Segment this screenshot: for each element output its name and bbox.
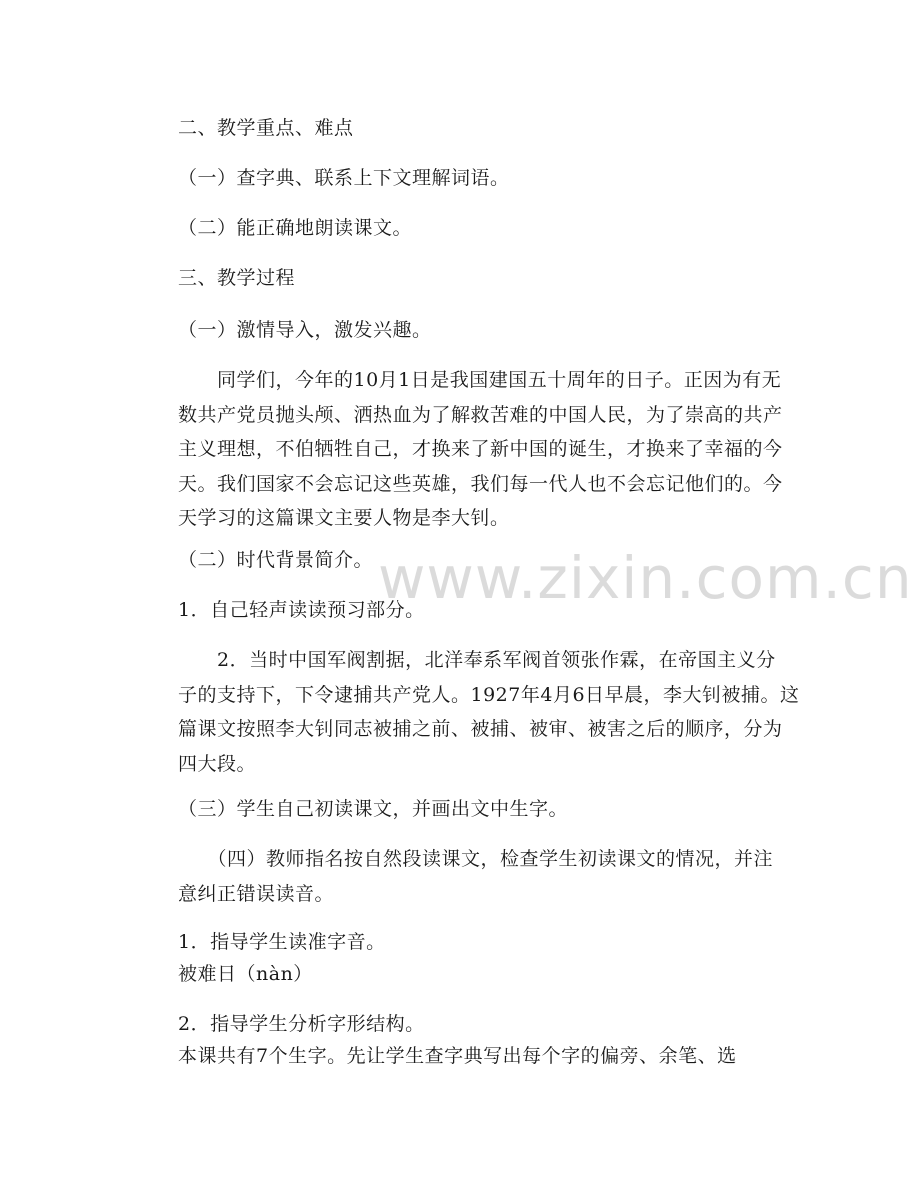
paragraph: 本课共有7个生字。先让学生查字典写出每个字的偏旁、余笔、选 — [178, 1045, 737, 1067]
background-paragraph — [178, 643, 800, 781]
section-heading-teaching-process: 三、教学过程 — [178, 267, 296, 289]
text-line: （四）教师指名按自然段读课文，检查学生初读课文的情况，并注 — [178, 848, 774, 870]
text-line: 子的支持下，下令逮捕共产党人。1927年4月6日早晨，李大钊被捕。这 — [178, 683, 800, 706]
paragraph: （二）时代背景简介。 — [178, 549, 374, 571]
watermark: www.zixin.com.cn — [378, 544, 913, 612]
paragraph: 1．指导学生读准字音。 — [178, 931, 386, 953]
paragraph: （一）激情导入，激发兴趣。 — [178, 319, 432, 341]
paragraph: 2．指导学生分析字形结构。 — [178, 1013, 425, 1035]
text-line: 篇课文按照李大钊同志被捕之前、被捕、被审、被害之后的顺序，分为 — [178, 718, 783, 740]
text-line: 主义理想，不伯牺牲自己，才换来了新中国的诞生，才换来了幸福的今 — [178, 438, 783, 460]
reading-check-paragraph — [178, 842, 788, 911]
text-line: 2．当时中国军阀割据，北洋奉系军阀首领张作霖，在帝国主义分 — [178, 649, 776, 671]
intro-paragraph — [178, 363, 788, 536]
text-line: 意纠正错误读音。 — [178, 882, 335, 905]
paragraph: 1．自己轻声读读预习部分。 — [178, 599, 425, 621]
text-line: 天。我们国家不会忘记这些英雄，我们每一代人也不会忘记他们的。今 — [178, 472, 783, 495]
section-heading-key-points: 二、教学重点、难点 — [178, 117, 354, 139]
text-line: 四大段。 — [178, 752, 257, 775]
text-line: 数共产党员抛头颅、洒热血为了解救苦难的中国人民，为了崇高的共产 — [178, 403, 783, 426]
paragraph: （二）能正确地朗读课文。 — [178, 217, 413, 239]
paragraph: 被难日（nàn） — [178, 963, 313, 985]
text-line: 同学们，今年的10月1日是我国建国五十周年的日子。正因为有无 — [178, 369, 782, 391]
paragraph: （三）学生自己初读课文，并画出文中生字。 — [178, 798, 569, 820]
paragraph: （一）查字典、联系上下文理解词语。 — [178, 167, 510, 189]
text-line: 天学习的这篇课文主要人物是李大钊。 — [178, 507, 510, 529]
